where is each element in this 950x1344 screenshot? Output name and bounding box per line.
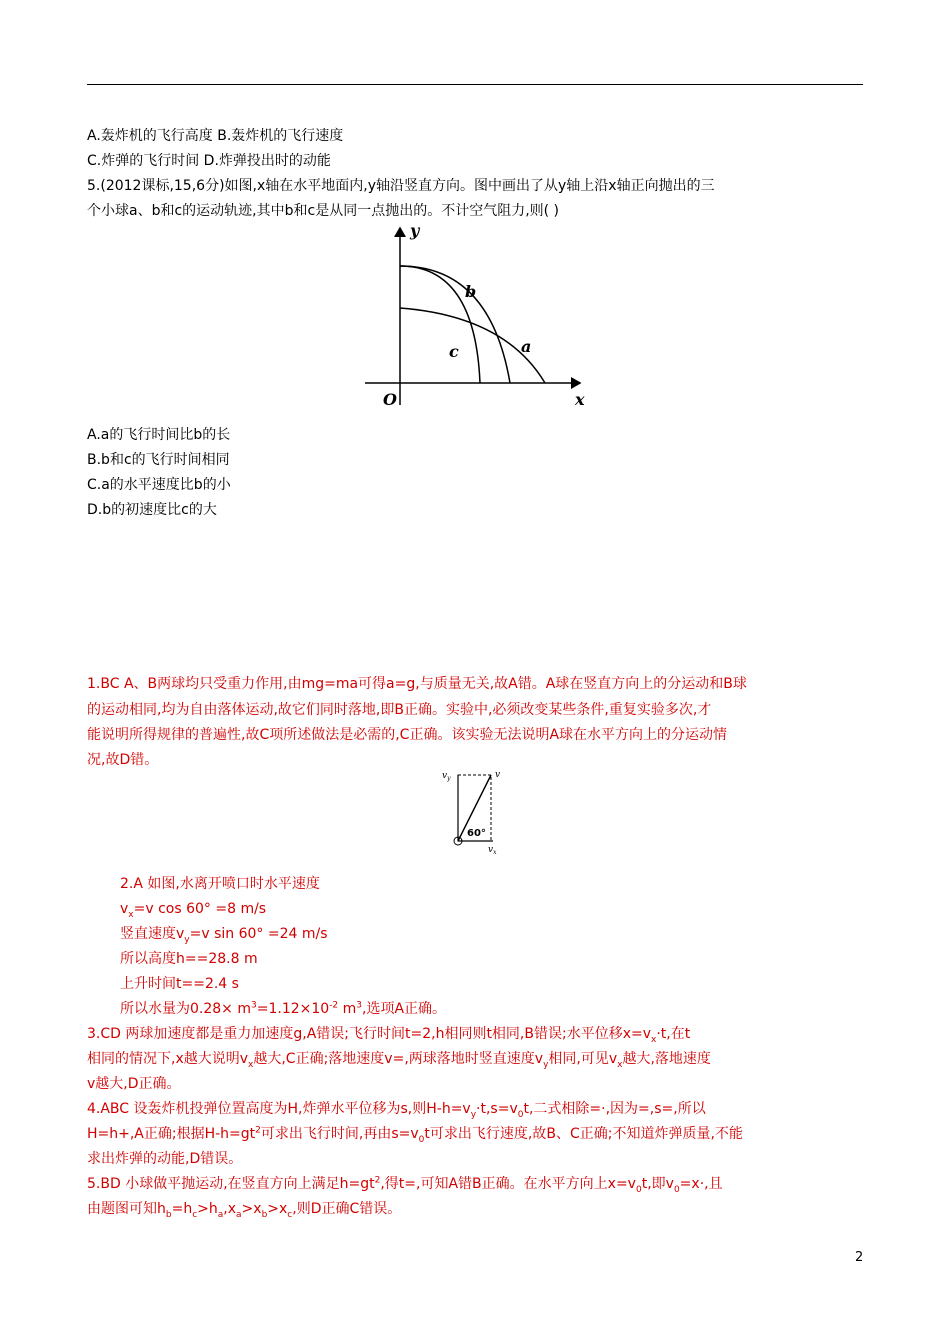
vy-label: $v_y$ xyxy=(442,771,451,782)
q5-option-a: A.a的飞行时间比b的长 xyxy=(87,427,231,443)
label-c: c xyxy=(449,342,459,361)
answer2-line-6: 所以水量为$0.28\times m^3=1.12\times 10^{-2}$ $m^3$,选项A正确。 xyxy=(120,1000,447,1017)
answer2-line-4: 所以高度h==28.8 m xyxy=(120,951,258,967)
q5-option-d: D.b的初速度比c的大 xyxy=(87,502,217,518)
answer2-line-5: 上升时间t==2.4 s xyxy=(120,976,239,992)
y-axis-label: y xyxy=(410,221,420,240)
answer2-line-1: 2.A 如图,水离开喷口时水平速度 xyxy=(120,876,320,892)
answer3-line-1: 3.CD 两球加速度都是重力加速度g,A错误;飞行时间t=2,h相同则t相同,B错误;水平位移$x=v_x\cdot t$,在t xyxy=(87,1026,691,1045)
answer5-line-1: 5.BD 小球做平抛运动,在竖直方向上满足$h=gt^2$,得t=,可知A错B正确。在水平方向上$x=v_0t$,即$v_0=x\cdot$,且 xyxy=(87,1175,723,1195)
angle-label: 60° xyxy=(467,828,486,839)
page-number: 2 xyxy=(855,1250,864,1265)
answer1-line-3: 能说明所得规律的普遍性,故C项所述做法是必需的,C正确。该实验无法说明A球在水平方向上的分运动情 xyxy=(87,727,728,743)
label-b: b xyxy=(465,282,477,301)
answer2-line-3: 竖直速度$v_y=v$ sin 60° =24 m/s xyxy=(120,926,328,945)
trajectory-figure xyxy=(355,220,595,410)
answer1-line-1: 1.BC A、B两球均只受重力作用,由mg=ma可得a=g,与质量无关,故A错。A球在竖直方向上的分运动和B球 xyxy=(87,676,747,692)
answer4-line-3: 求出炸弹的动能,D错误。 xyxy=(87,1151,243,1167)
answer4-line-1: 4.ABC 设轰炸机投弹位置高度为H,炸弹水平位移为s,则$H-h=v_y\cdot t,s=v_0t$,二式相除=·,因为=,s=,所以 xyxy=(87,1101,706,1120)
answer3-line-2: 相同的情况下,x越大说明$v_x$越大,C正确;落地速度v=,两球落地时竖直速度$v_y$相同,可见$v_x$越大,落地速度 xyxy=(87,1051,711,1070)
q4-options-line-1: A.轰炸机的飞行高度 B.轰炸机的飞行速度 xyxy=(87,128,344,144)
x-axis-label: x xyxy=(575,390,585,409)
answer3-line-3: v越大,D正确。 xyxy=(87,1076,181,1092)
v-label: v xyxy=(495,770,501,780)
answer5-line-2: 由题图可知$h_b=h_c>h_a,x_a>x_b>x_c$,则D正确C错误。 xyxy=(87,1201,402,1220)
q4-options-line-2: C.炸弹的飞行时间 D.炸弹投出时的动能 xyxy=(87,153,331,169)
velocity-figure xyxy=(440,766,510,856)
q5-option-c: C.a的水平速度比b的小 xyxy=(87,477,231,493)
label-a: a xyxy=(521,337,532,356)
answer1-line-2: 的运动相同,均为自由落体运动,故它们同时落地,即B正确。实验中,必须改变某些条件,重复实验多次,才 xyxy=(87,702,712,718)
q5-option-b: B.b和c的飞行时间相同 xyxy=(87,452,230,468)
answer2-line-2: $v_x=v$ cos 60° =8 m/s xyxy=(120,901,267,920)
answer1-line-4: 况,故D错。 xyxy=(87,752,159,768)
vx-label: $v_x$ xyxy=(488,845,497,856)
curve-b xyxy=(400,266,510,383)
q5-stem-line-1: 5.(2012课标,15,6分)如图,x轴在水平地面内,y轴沿竖直方向。图中画出了从y轴上沿x轴正向抛出的三 xyxy=(87,178,715,194)
header-rule xyxy=(87,84,863,85)
answer4-line-2: H=h+,A正确;根据$H-h=gt^2$可求出飞行时间,再由$s=v_0t$可求出飞行速度,故B、C正确;不知道炸弹质量,不能 xyxy=(87,1125,743,1145)
origin-label: O xyxy=(383,390,397,409)
q5-stem-line-2: 个小球a、b和c的运动轨迹,其中b和c是从同一点抛出的。不计空气阻力,则( ) xyxy=(87,203,560,219)
